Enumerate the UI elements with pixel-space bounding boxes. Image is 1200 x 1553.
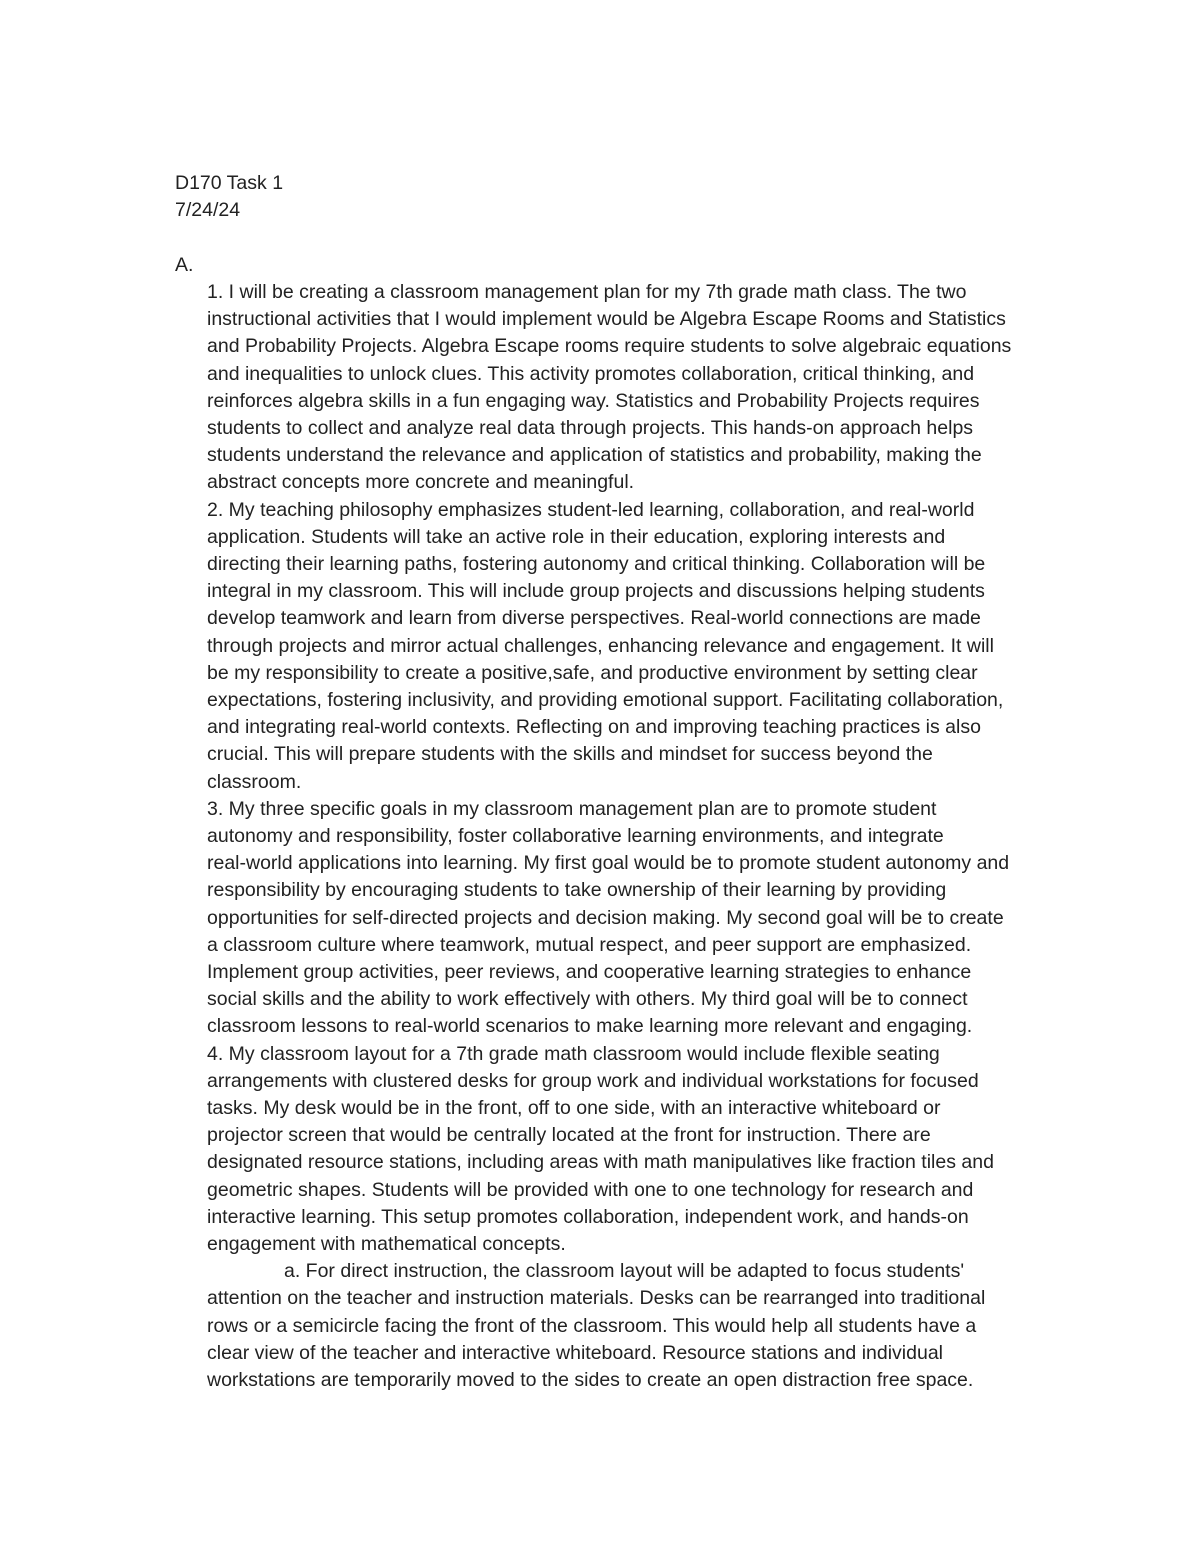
list-item-2-line: 2. My teaching philosophy emphasizes student-led learning, collaboration, and real-world [207,498,975,521]
list-item-2-line: crucial. This will prepare students with the skills and mindset for success beyond the [207,743,933,766]
subitem-a-line: attention on the teacher and instruction materials. Desks can be rearranged into traditional [207,1287,986,1310]
list-item-1-line: and inequalities to unlock clues. This activity promotes collaboration, critical thinking, and [207,362,975,385]
list-item-2-line: through projects and mirror actual challenges, enhancing relevance and engagement. It will [207,634,994,657]
list-item-3-line: a classroom culture where teamwork, mutual respect, and peer support are emphasized. [207,933,972,956]
list-item-2-line: directing their learning paths, fostering autonomy and critical thinking. Collaboration will be [207,553,986,575]
list-item-3-line: responsibility by encouraging students to take ownership of their learning by providing [207,879,947,902]
list-item-3-line: opportunities for self-directed projects and decision making. My second goal will be to create [207,906,1004,929]
list-item-4-line: engagement with mathematical concepts. [207,1233,566,1255]
list-item-3-line: real-world applications into learning. My first goal would be to promote student autonomy and [207,852,1010,875]
document-date: 7/24/24 [175,199,241,222]
subitem-a-line: rows or a semicircle facing the front of the classroom. This would help all students have a [207,1314,977,1337]
list-item-4-line: geometric shapes. Students will be provided with one to one technology for research and [207,1178,974,1201]
list-item-2-line: and integrating real-world contexts. Reflecting on and improving teaching practices is also [207,716,981,739]
list-item-4-line: projector screen that would be centrally located at the front for instruction. There are [207,1124,931,1147]
list-item-2-line: integral in my classroom. This will include group projects and discussions helping students [207,580,985,603]
list-item-1-line: reinforces algebra skills in a fun engaging way. Statistics and Probability Projects requires [207,389,980,412]
section-label: A. [175,254,194,276]
list-item-1-line: abstract concepts more concrete and meaningful. [207,471,635,494]
subitem-a-line: clear view of the teacher and interactive whiteboard. Resource stations and individual [207,1341,944,1364]
list-item-1-line: students understand the relevance and application of statistics and probability, making the [207,444,982,467]
list-item-2-line: application. Students will take an active role in their education, exploring interests and [207,525,946,548]
list-item-3-line: social skills and the ability to work effectively with others. My third goal will be to connect [207,988,968,1011]
document-title: D170 Task 1 [175,172,284,194]
subitem-a-line: workstations are temporarily moved to the sides to create an open distraction free space. [207,1369,974,1391]
list-item-1-line: and Probability Projects. Algebra Escape rooms require students to solve algebraic equations [207,335,1012,358]
list-item-3-line: 3. My three specific goals in my classroom management plan are to promote student [207,797,937,820]
list-item-4-line: arrangements with clustered desks for group work and individual workstations for focused [207,1069,979,1092]
list-item-2-line: expectations, fostering inclusivity, and providing emotional support. Facilitating collaboration, [207,689,1004,711]
list-item-3-line: Implement group activities, peer reviews, and cooperative learning strategies to enhance [207,961,972,983]
list-item-4-line: 4. My classroom layout for a 7th grade math classroom would include flexible seating [207,1042,940,1065]
list-item-3-line: classroom lessons to real-world scenarios to make learning more relevant and engaging. [207,1015,973,1038]
list-item-4-line: designated resource stations, including areas with math manipulatives like fraction tiles and [207,1151,994,1174]
list-item-2-line: develop teamwork and learn from diverse perspectives. Real-world connections are made [207,607,981,630]
list-item-3-line: autonomy and responsibility, foster collaborative learning environments, and integrate [207,825,944,847]
list-item-1-line: 1. I will be creating a classroom management plan for my 7th grade math class. The two [207,281,967,303]
list-item-2-line: be my responsibility to create a positive,safe, and productive environment by setting clear [207,661,978,684]
list-item-4-line: interactive learning. This setup promotes collaboration, independent work, and hands-on [207,1205,969,1228]
list-item-4-line: tasks. My desk would be in the front, off to one side, with an interactive whiteboard or [207,1097,941,1119]
list-item-2-line: classroom. [207,770,302,793]
list-item-1-line: students to collect and analyze real data through projects. This hands-on approach helps [207,417,974,439]
subitem-a-line: a. For direct instruction, the classroom layout will be adapted to focus students' [284,1260,965,1283]
list-item-1-line: instructional activities that I would implement would be Algebra Escape Rooms and Statistics [207,308,1006,331]
